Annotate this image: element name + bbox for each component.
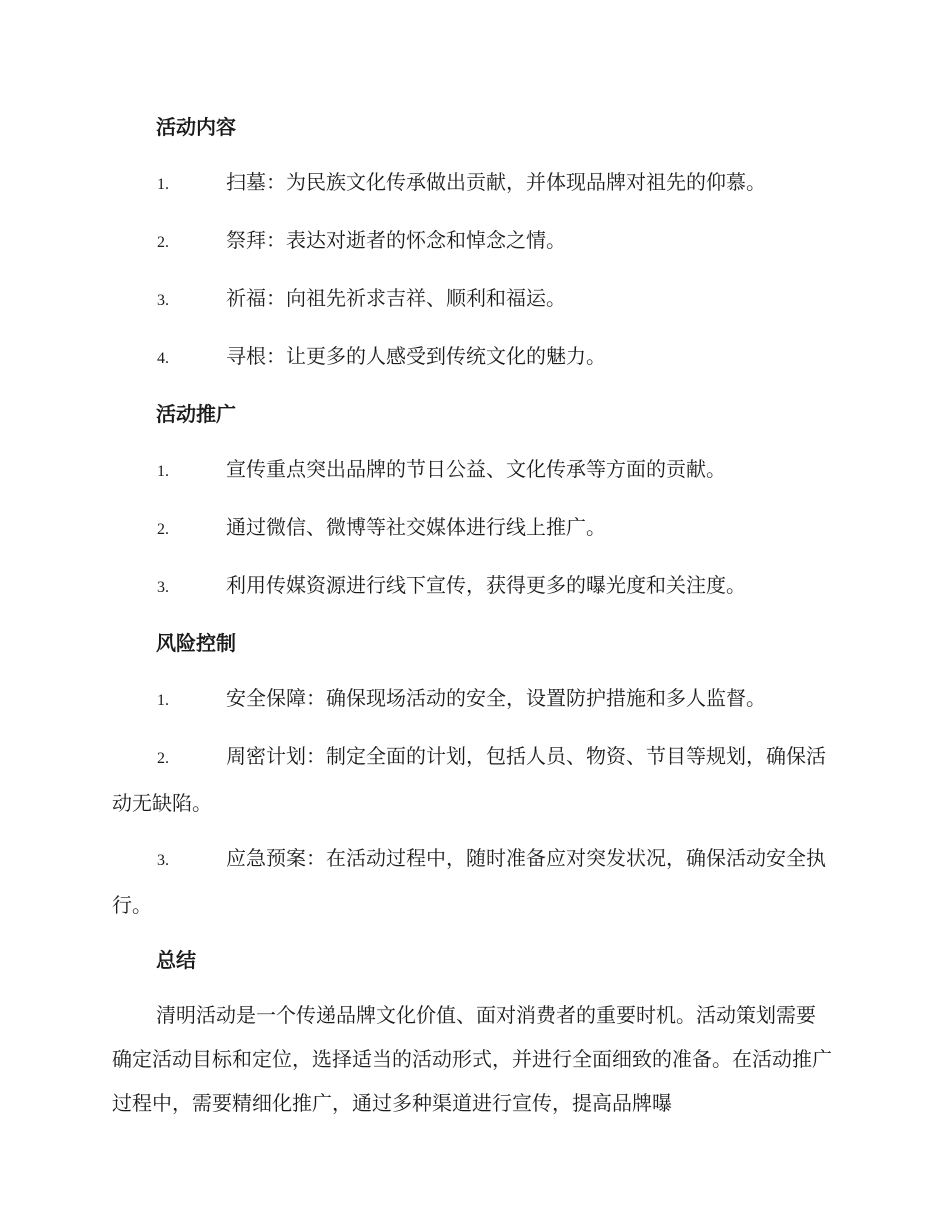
list-number: 3. (157, 292, 169, 309)
section-heading-activity-content: 活动内容 (156, 115, 236, 139)
list-text: 祈福：向祖先祈求吉祥、顺利和福运。 (226, 286, 566, 310)
list-number: 2. (157, 750, 169, 767)
list-text: 安全保障：确保现场活动的安全，设置防护措施和多人监督。 (226, 686, 766, 710)
section-heading-summary: 总结 (156, 948, 196, 972)
list-number: 4. (157, 350, 169, 367)
document-body (112, 100, 834, 1125)
list-number: 1. (157, 463, 169, 480)
list-number: 2. (157, 521, 169, 538)
list-item (112, 558, 834, 616)
list-text: 宣传重点突出品牌的节日公益、文化传承等方面的贡献。 (226, 457, 726, 481)
list-number: 2. (157, 234, 169, 251)
list-text: 寻根：让更多的人感受到传统文化的魅力。 (226, 344, 606, 368)
summary-paragraph: 清明活动是一个传递品牌文化价值、面对消费者的重要时机。活动策划需要确定活动目标和定位，选择适当的活动形式，并进行全面细致的准备。在活动推广过程中，需要精细化推广，通过多种渠道进行宣传，提高品牌曝 (112, 1003, 832, 1115)
list-item (112, 271, 834, 329)
list-text: 应急预案：在活动过程中，随时准备应对突发状况，确保活动安全执行。 (112, 846, 826, 917)
list-number: 1. (157, 176, 169, 193)
list-text: 扫墓：为民族文化传承做出贡献，并体现品牌对祖先的仰慕。 (226, 170, 766, 194)
section-heading-activity-promotion: 活动推广 (156, 402, 236, 426)
list-number: 3. (157, 579, 169, 596)
list-text: 利用传媒资源进行线下宣传，获得更多的曝光度和关注度。 (226, 573, 746, 597)
list-item (112, 729, 834, 831)
list-number: 1. (157, 692, 169, 709)
list-item (112, 500, 834, 558)
list-item (112, 155, 834, 213)
list-item (112, 329, 834, 387)
section-heading-risk-control: 风险控制 (156, 631, 236, 655)
list-text: 通过微信、微博等社交媒体进行线上推广。 (226, 515, 606, 539)
list-text: 周密计划：制定全面的计划，包括人员、物资、节目等规划，确保活动无缺陷。 (112, 744, 826, 815)
list-item (112, 831, 834, 933)
list-item (112, 442, 834, 500)
list-text: 祭拜：表达对逝者的怀念和悼念之情。 (226, 228, 566, 252)
list-item (112, 213, 834, 271)
list-number: 3. (157, 852, 169, 869)
list-item (112, 671, 834, 729)
